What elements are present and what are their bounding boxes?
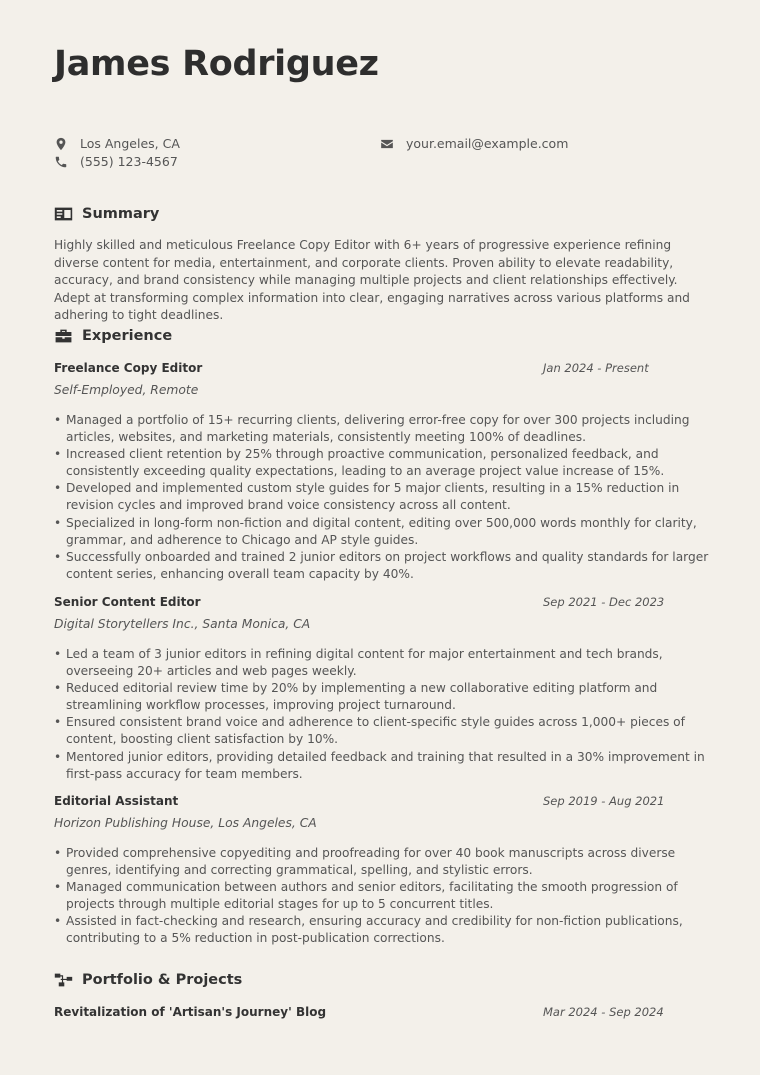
bullet-item: • Provided comprehensive copyediting and proofreading for over 40 book manuscripts across diverse genres, identifying and correcting grammatical, spelling, and stylistic errors. bbox=[54, 845, 714, 879]
project-diagram-icon bbox=[54, 972, 73, 988]
bullet-item: • Developed and implemented custom style guides for 5 major clients, resulting in a 15% reduction in revision cycles and improved brand voice consistency across all content. bbox=[54, 480, 714, 514]
bullet-item: • Mentored junior editors, providing detailed feedback and training that resulted in a 30% improvement in first-pass accuracy for team members. bbox=[54, 749, 714, 783]
bullet-item: • Ensured consistent brand voice and adherence to client-specific style guides across 1,000+ pieces of content, boosting client satisfaction by 10%. bbox=[54, 714, 714, 748]
job-date: Jan 2024 - Present bbox=[543, 361, 649, 375]
contact-location bbox=[54, 136, 180, 151]
job-title: Editorial Assistant bbox=[54, 794, 179, 808]
job-title: Senior Content Editor bbox=[54, 595, 201, 609]
location-text: Los Angeles, CA bbox=[80, 136, 180, 151]
bullet-item: • Led a team of 3 junior editors in refining digital content for major entertainment and tech brands, overseeing 20+ articles and web pages weekly. bbox=[54, 646, 714, 680]
summary-title: Summary bbox=[82, 206, 160, 222]
job-bullets bbox=[54, 845, 714, 948]
portfolio-heading bbox=[54, 972, 242, 988]
project-title: Revitalization of 'Artisan's Journey' Blog bbox=[54, 1005, 327, 1019]
envelope-icon bbox=[380, 137, 394, 151]
experience-heading bbox=[54, 328, 172, 344]
candidate-name: James Rodriguez bbox=[54, 44, 379, 84]
job-company: Digital Storytellers Inc., Santa Monica, CA bbox=[54, 617, 311, 631]
phone-text: (555) 123-4567 bbox=[80, 154, 178, 169]
phone-icon bbox=[54, 155, 68, 169]
job-company: Self-Employed, Remote bbox=[54, 383, 199, 397]
contact-email bbox=[380, 136, 568, 151]
portfolio-title: Portfolio & Projects bbox=[82, 972, 243, 988]
bullet-item: • Managed communication between authors and senior editors, facilitating the smooth progression of projects through multiple editorial stages for up to 5 concurrent titles. bbox=[54, 879, 714, 913]
job-company: Horizon Publishing House, Los Angeles, CA bbox=[54, 816, 317, 830]
bullet-item: • Increased client retention by 25% through proactive communication, personalized feedback, and consistently exceeding quality expectations, leading to an average project value increase of 15%. bbox=[54, 446, 714, 480]
job-title: Freelance Copy Editor bbox=[54, 361, 203, 375]
id-card-icon bbox=[54, 206, 73, 222]
bullet-item: • Reduced editorial review time by 20% by implementing a new collaborative editing platform and streamlining workflow processes, improving project turnaround. bbox=[54, 680, 714, 714]
job-bullets bbox=[54, 646, 714, 783]
summary-text: Highly skilled and meticulous Freelance Copy Editor with 6+ years of progressive experience refining diverse content for media, entertainment, and corporate clients. Proven ability to elevate readability, accuracy, and brand consistency while managing multiple projects and client relationships effectively. Adept at transforming complex information into clear, engaging narratives across various platforms and adhering to tight deadlines. bbox=[54, 238, 690, 323]
briefcase-icon bbox=[54, 328, 73, 344]
job-date: Sep 2021 - Dec 2023 bbox=[543, 595, 665, 609]
contact-phone bbox=[54, 154, 178, 169]
job-date: Sep 2019 - Aug 2021 bbox=[543, 794, 665, 808]
bullet-item: • Specialized in long-form non-fiction and digital content, editing over 500,000 words monthly for clarity, grammar, and adherence to Chicago and AP style guides. bbox=[54, 515, 714, 549]
bullet-item: • Assisted in fact-checking and research, ensuring accuracy and credibility for non-fiction publications, contributing to a 5% reduction in post-publication corrections. bbox=[54, 913, 714, 947]
bullet-item: • Managed a portfolio of 15+ recurring clients, delivering error-free copy for over 300 projects including articles, websites, and marketing materials, consistently meeting 100% of deadlines. bbox=[54, 412, 714, 446]
project-date: Mar 2024 - Sep 2024 bbox=[543, 1005, 664, 1019]
experience-title: Experience bbox=[82, 328, 173, 344]
job-bullets bbox=[54, 412, 714, 583]
summary-heading bbox=[54, 206, 159, 222]
bullet-item: • Successfully onboarded and trained 2 junior editors on project workflows and quality standards for larger content series, enhancing overall team capacity by 40%. bbox=[54, 549, 714, 583]
map-pin-icon bbox=[54, 137, 68, 151]
email-text[interactable]: your.email@example.com bbox=[406, 136, 569, 151]
